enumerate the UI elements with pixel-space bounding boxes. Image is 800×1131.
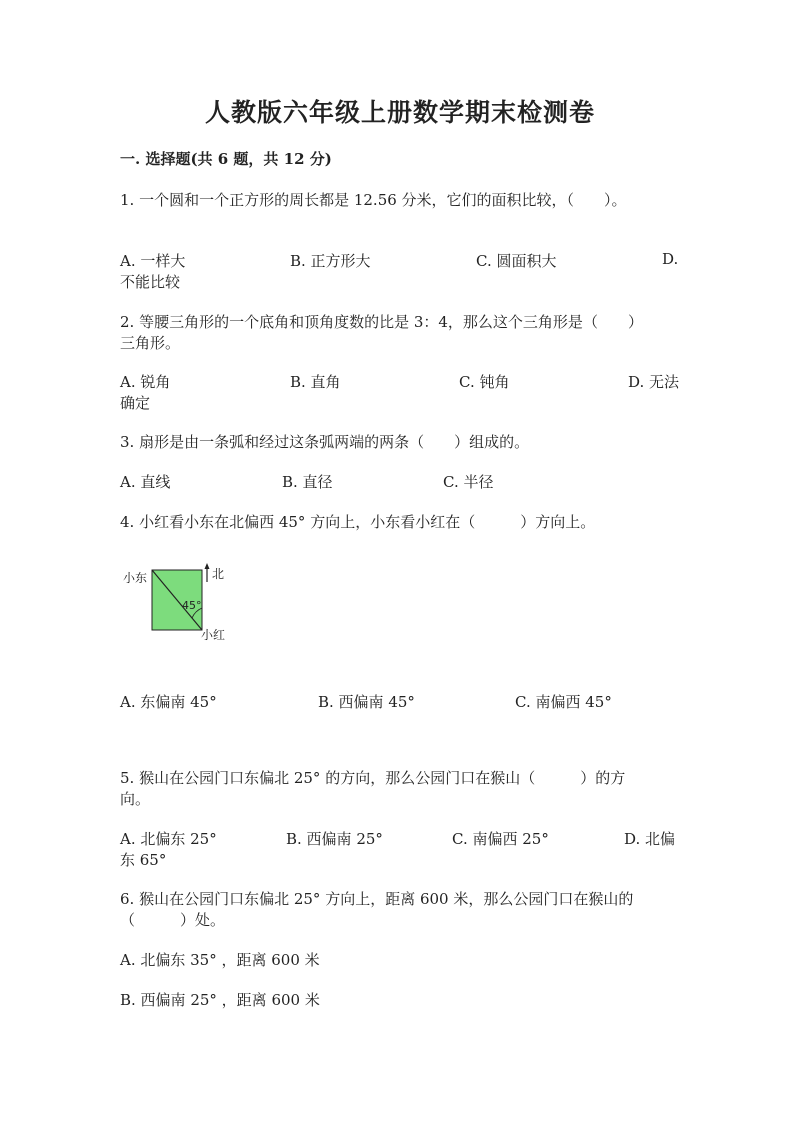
label-angle: 45° bbox=[182, 599, 202, 612]
question-2-option-a[interactable]: A. 锐角 bbox=[120, 373, 171, 391]
label-xiaodong: 小东 bbox=[123, 571, 148, 585]
question-6-stem-line2: （ ）处。 bbox=[120, 911, 226, 929]
question-2-option-d[interactable]: D. 无法 bbox=[628, 373, 680, 391]
question-1-option-a[interactable]: A. 一样大 bbox=[120, 252, 186, 270]
question-2-stem-line1: 2. 等腰三角形的一个底角和顶角度数的比是 3：4，那么这个三角形是（ ） bbox=[120, 313, 643, 331]
question-5-option-b[interactable]: B. 西偏南 25° bbox=[286, 830, 383, 848]
question-2-option-d-wrap: 确定 bbox=[120, 394, 151, 412]
question-4-option-a[interactable]: A. 东偏南 45° bbox=[120, 693, 217, 711]
question-5-option-d-wrap: 东 65° bbox=[120, 851, 167, 869]
question-3-option-b[interactable]: B. 直径 bbox=[282, 473, 333, 491]
north-arrow-icon bbox=[205, 563, 210, 569]
question-5-stem-line1: 5. 猴山在公园门口东偏北 25° 的方向，那么公园门口在猴山（ ）的方 bbox=[120, 769, 626, 787]
label-xiaohong: 小红 bbox=[201, 628, 226, 642]
question-6-option-a[interactable]: A. 北偏东 35° ，距离 600 米 bbox=[120, 951, 320, 969]
question-4-stem: 4. 小红看小东在北偏西 45° 方向上，小东看小红在（ ）方向上。 bbox=[120, 513, 596, 531]
question-5-option-c[interactable]: C. 南偏西 25° bbox=[452, 830, 549, 848]
question-2-option-c[interactable]: C. 钝角 bbox=[459, 373, 510, 391]
question-2-stem-line2: 三角形。 bbox=[120, 334, 181, 352]
direction-figure bbox=[115, 560, 240, 645]
question-4-option-c[interactable]: C. 南偏西 45° bbox=[515, 693, 612, 711]
question-2-option-b[interactable]: B. 直角 bbox=[290, 373, 341, 391]
question-3-stem: 3. 扇形是由一条弧和经过这条弧两端的两条（ ）组成的。 bbox=[120, 433, 530, 451]
question-1-option-d-wrap: 不能比较 bbox=[120, 273, 181, 291]
section-heading: 一. 选择题(共 6 题，共 12 分) bbox=[120, 150, 332, 168]
question-3-option-c[interactable]: C. 半径 bbox=[443, 473, 494, 491]
document-title: 人教版六年级上册数学期末检测卷 bbox=[204, 98, 595, 127]
question-5-option-a[interactable]: A. 北偏东 25° bbox=[120, 830, 217, 848]
question-1-option-d[interactable]: D. bbox=[662, 250, 679, 268]
question-4-option-b[interactable]: B. 西偏南 45° bbox=[318, 693, 415, 711]
question-6-option-b[interactable]: B. 西偏南 25° ，距离 600 米 bbox=[120, 991, 320, 1009]
label-north: 北 bbox=[212, 567, 225, 581]
question-6-stem-line1: 6. 猴山在公园门口东偏北 25° 方向上，距离 600 米，那么公园门口在猴山的 bbox=[120, 890, 634, 908]
question-1-option-b[interactable]: B. 正方形大 bbox=[290, 252, 371, 270]
question-5-option-d[interactable]: D. 北偏 bbox=[624, 830, 676, 848]
question-5-stem-line2: 向。 bbox=[120, 790, 151, 808]
question-1-option-c[interactable]: C. 圆面积大 bbox=[476, 252, 557, 270]
question-1-stem: 1. 一个圆和一个正方形的周长都是 12.56 分米，它们的面积比较，（ ）。 bbox=[120, 191, 627, 209]
question-3-option-a[interactable]: A. 直线 bbox=[120, 473, 171, 491]
